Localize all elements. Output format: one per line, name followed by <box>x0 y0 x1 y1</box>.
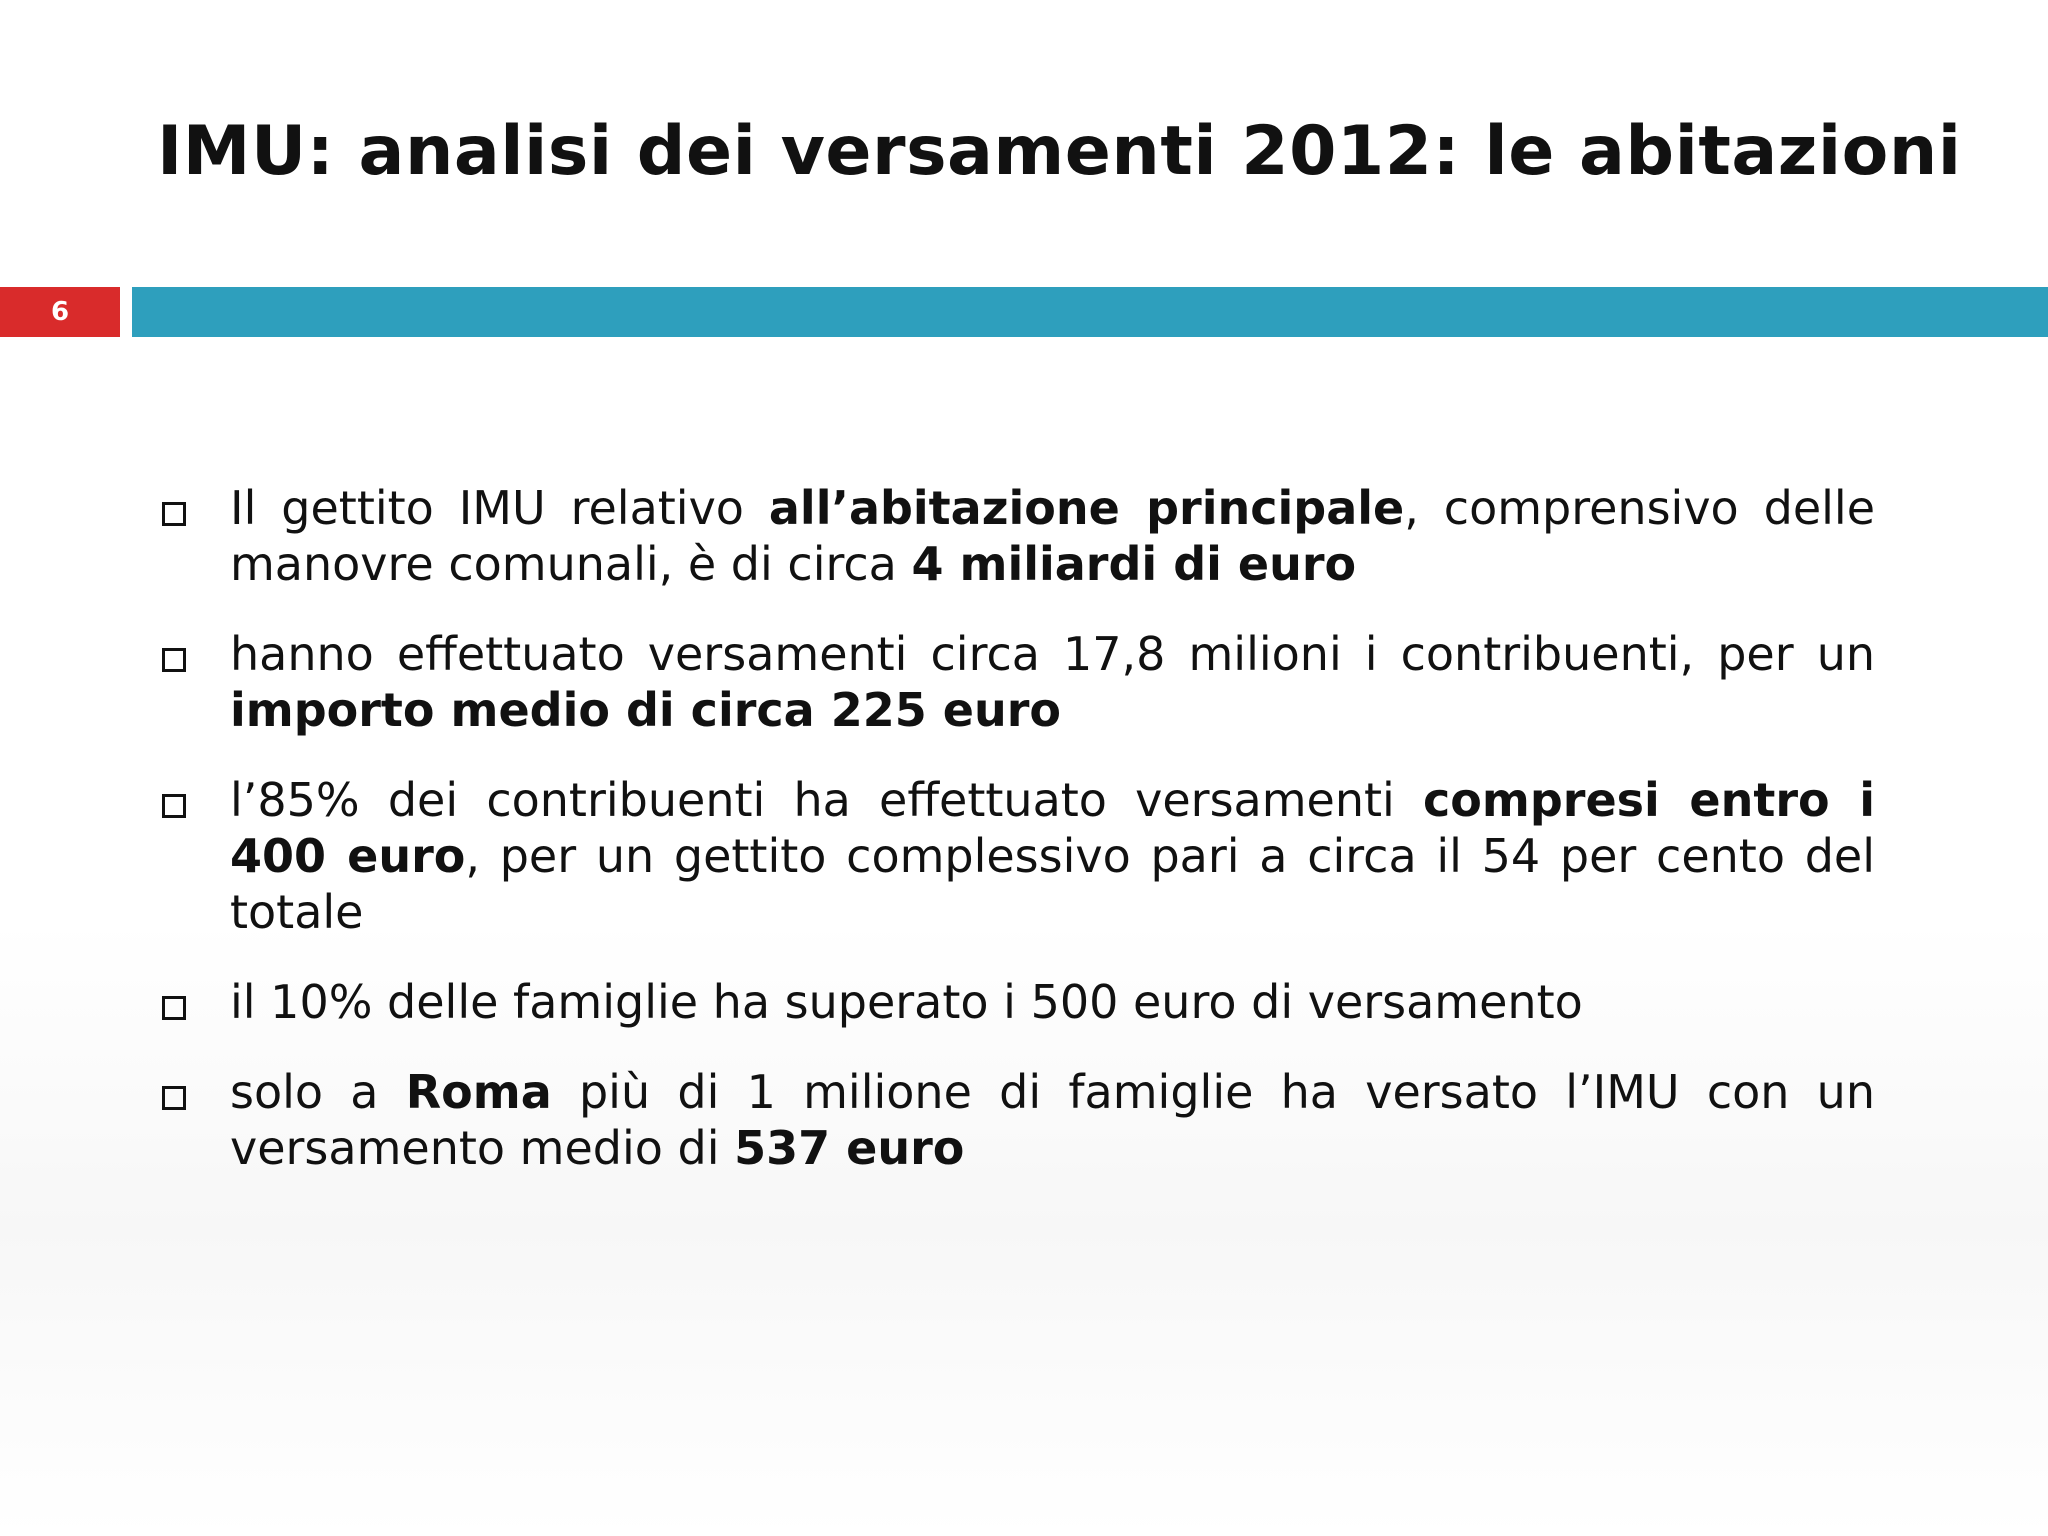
bullet-text-segment: Il gettito IMU relativo <box>230 481 769 535</box>
bullet-text-segment: solo a <box>230 1065 406 1119</box>
bullet-item <box>160 772 1875 940</box>
bullet-text-bold-segment: 537 euro <box>734 1121 965 1175</box>
bullet-text <box>230 1065 1875 1175</box>
square-bullet-icon <box>162 648 186 672</box>
bullet-text-bold-segment: all’abitazione principale <box>768 481 1405 535</box>
bullet-text <box>230 773 1875 939</box>
bullet-item <box>160 480 1875 592</box>
bullet-item <box>160 974 1875 1030</box>
bullet-list <box>160 480 1875 1210</box>
bullet-text-bold-segment: 4 miliardi di euro <box>911 537 1357 591</box>
title-accent-bar <box>132 287 2048 337</box>
page-number-badge: 6 <box>0 287 120 337</box>
bullet-item <box>160 626 1875 738</box>
slide-title: IMU: analisi dei versamenti 2012: le abitazioni <box>157 112 1962 191</box>
bullet-text-segment: l’85% dei contribuenti ha effettuato versamenti <box>230 773 1424 827</box>
bullet-item <box>160 1064 1875 1176</box>
square-bullet-icon <box>162 996 186 1020</box>
square-bullet-icon <box>162 1086 186 1110</box>
square-bullet-icon <box>162 794 186 818</box>
square-bullet-icon <box>162 502 186 526</box>
bullet-text-segment: , comprensivo delle manovre comunali, è di circa <box>230 481 1875 591</box>
bullet-text-bold-segment: compresi entro i 400 euro <box>230 773 1875 883</box>
bullet-text <box>230 627 1875 737</box>
bullet-text-segment: , per un gettito complessivo pari a circa il 54 per cento del totale <box>230 829 1875 939</box>
bullet-text-segment: hanno effettuato versamenti circa 17,8 milioni i contribuenti, per un <box>230 627 1875 681</box>
bullet-text-bold-segment: Roma <box>405 1065 552 1119</box>
bullet-text <box>230 975 1583 1029</box>
bullet-text-bold-segment: importo medio di circa 225 euro <box>230 683 1061 737</box>
bullet-text-segment: il 10% delle famiglie ha superato i 500 euro di versamento <box>230 975 1583 1029</box>
bullet-text-segment: più di 1 milione di famiglie ha versato l’IMU con un versamento medio di <box>230 1065 1875 1175</box>
bullet-text <box>230 481 1875 591</box>
